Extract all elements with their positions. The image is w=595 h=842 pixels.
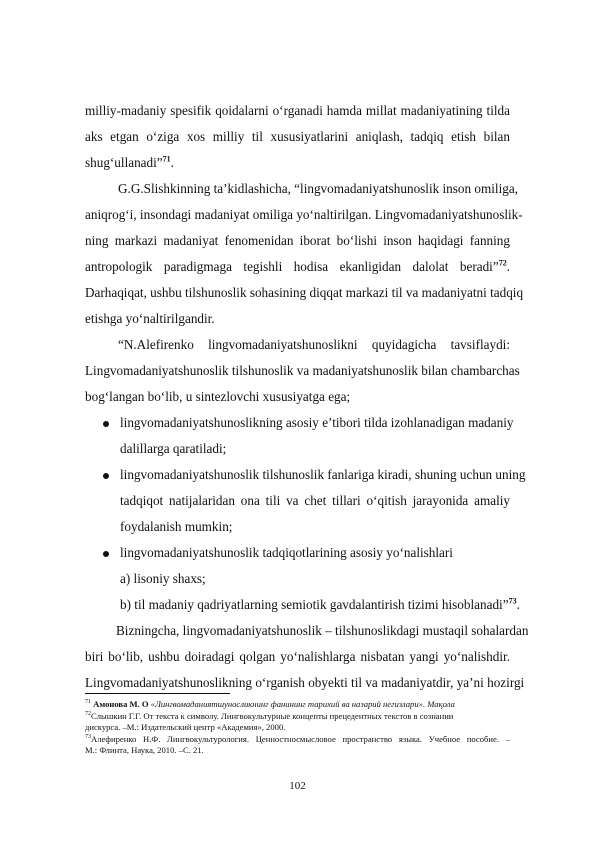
text-line: aks etgan o‘ziga xos milliy til xususiyatlarini aniqlash, tadqiq etish bilan (85, 129, 510, 144)
bullet-icon (103, 473, 109, 479)
text-line: Lingvomadaniyatshunoslik tilshunoslik va madaniyatshunoslik bilan chambarchas (85, 363, 520, 378)
footnote: $^{72}$Слышкин Г.Г. От текста к символу. Лингвокультурные концепты прецедентных текстов в сознании (85, 711, 454, 721)
text-line: ning markazi madaniyat fenomenidan iborat bo‘lishi inson haqidagi fanning (85, 233, 510, 248)
footnote: М.: Флинта, Наука, 2010. –С. 21. (85, 745, 204, 755)
text-line: “N.Alefirenko lingvomadaniyatshunoslikni quyidagicha tavsiflaydi: (118, 337, 510, 352)
bullet-icon (103, 551, 109, 557)
list-item: dalillarga qaratiladi; (120, 441, 227, 456)
footnote-ref: 71 (162, 154, 171, 164)
list-item: foydalanish mumkin; (120, 519, 233, 534)
footnote: дискурса. –М.: Издательский центр «Академия», 2000. (85, 722, 286, 732)
text-line: aniqrog‘i, insondagi madaniyat omiliga yo‘naltirilgan. Lingvomadaniyatshunoslik- (85, 207, 523, 222)
text-line: milliy-madaniy spesifik qoidalarni o‘rganadi hamda millat madaniyatining tilda (85, 103, 510, 118)
text-line: Lingvomadaniyatshunoslikning o‘rganish obyekti til va madaniyatdir, ya’ni hozirgi (85, 675, 525, 690)
list-item: tadqiqot natijalaridan ona tili va chet tillari o‘qitish jarayonida amaliy (120, 493, 510, 508)
text-line: shug‘ullanadi”$^{71}$. (85, 154, 174, 170)
text-line: Bizningcha, lingvomadaniyatshunoslik – tilshunoslikdagi mustaqil sohalardan (116, 623, 529, 638)
text-line: Darhaqiqat, ushbu tilshunoslik sohasining diqqat markazi til va madaniyatni tadqiq (85, 285, 524, 300)
footnote-ref: 72 (498, 258, 507, 268)
sub-item: b) til madaniy qadriyatlarning semiotik gavdalantirish tizimi hisoblanadi”$^{73}$. (120, 596, 520, 612)
bullet-icon (103, 421, 109, 427)
text-line: G.G.Slishkinning ta’kidlashicha, “lingvomadaniyatshunoslik inson omiliga, (118, 181, 518, 196)
footnote-divider (85, 693, 230, 694)
footnote: $^{73}$Алефиренко Н.Ф. Лингвокультурология. Ценностносмысловое пространство языка. Учебное пособие. – (85, 734, 510, 744)
page-number: 102 (289, 780, 306, 792)
text-line: biri bo‘lib, ushbu doiradagi qolgan yo‘nalishlarga nisbatan yangi yo‘nalishdir. (85, 649, 510, 664)
sub-item: a) lisoniy shaxs; (120, 571, 206, 586)
list-item: lingvomadaniyatshunoslik tilshunoslik fanlariga kiradi, shuning uchun uning (120, 467, 526, 482)
text-line: etishga yo‘naltirilgandir. (85, 311, 215, 326)
footnote-ref: 73 (508, 596, 517, 606)
text-line: antropologik paradigmaga tegishli hodisa ekanligidan dalolat beradi”$^{72}$. (85, 258, 510, 274)
list-item: lingvomadaniyatshunoslik tadqiqotlarining asosiy yo‘nalishlari (120, 545, 453, 560)
list-item: lingvomadaniyatshunoslikning asosiy e’tibori tilda izohlanadigan madaniy (120, 415, 514, 430)
text-line: bog‘langan bo‘lib, u sintezlovchi xususiyatga ega; (85, 389, 351, 404)
footnote: $^{71}$ Амонова М. О «Лингвомаданиятшуносликнинг фанининг тарихий ва назарий негизлари». Мақола (85, 699, 455, 709)
